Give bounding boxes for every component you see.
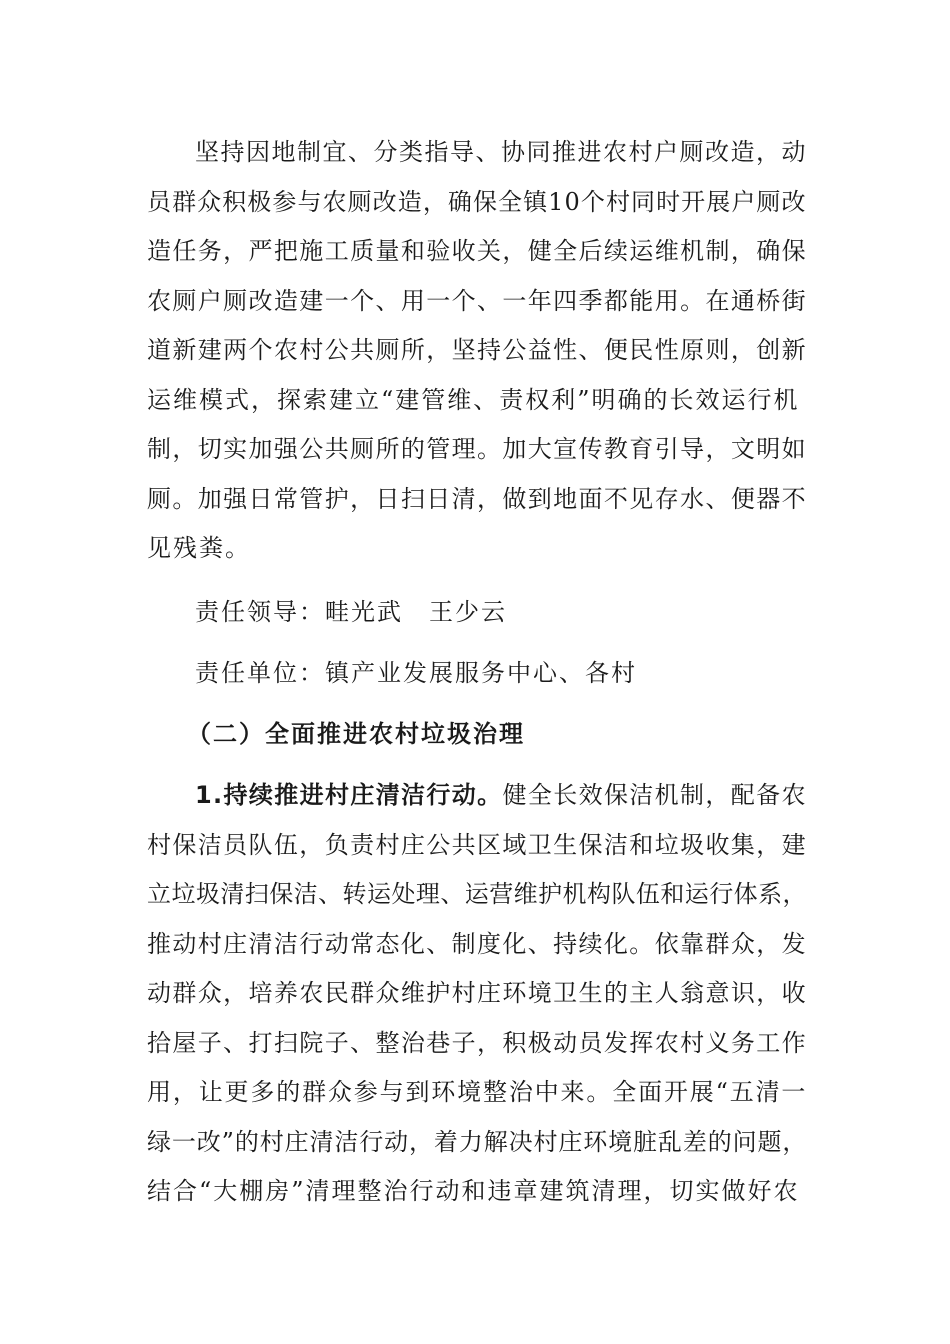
paragraph-line: 动群众，培养农民群众维护村庄环境卫生的主人翁意识，收 [147, 979, 807, 1007]
paragraph-line: 村保洁员队伍，负责村庄公共区域卫生保洁和垃圾收集，建 [147, 830, 807, 859]
paragraph-line: 绿一改”的村庄清洁行动，着力解决村庄环境脏乱差的问题， [147, 1127, 808, 1156]
paragraph-line: 运维模式，探索建立“建管维、责权利”明确的长效运行机 [147, 385, 800, 414]
paragraph-line: 农厕户厕改造建一个、用一个、一年四季都能用。在通桥街 [147, 286, 807, 315]
responsible-leader: 责任领导：畦光武 王少云 [195, 598, 507, 626]
paragraph-line: 厕。加强日常管护，日扫日清，做到地面不见存水、便器不 [147, 484, 807, 513]
paragraph-line: 坚持因地制宜、分类指导、协同推进农村户厕改造，动 [195, 138, 807, 166]
paragraph-line [147, 771, 807, 821]
paragraph-line: 推动村庄清洁行动常态化、制度化、持续化。依靠群众，发 [147, 929, 807, 958]
responsible-unit: 责任单位：镇产业发展服务中心、各村 [195, 659, 637, 687]
paragraph-line: 结合“大棚房”清理整治行动和违章建筑清理，切实做好农 [147, 1177, 800, 1205]
paragraph-line: 道新建两个农村公共厕所，坚持公益性、便民性原则，创新 [147, 336, 807, 364]
section-heading: （二）全面推进农村垃圾治理 [187, 720, 525, 748]
paragraph-toilet-renovation [147, 128, 807, 574]
paragraph-line: 见残粪。 [147, 534, 251, 562]
paragraph-line: 用，让更多的群众参与到环境整治中来。全面开展“五清一 [147, 1078, 808, 1106]
paragraph-line: 制，切实加强公共厕所的管理。加大宣传教育引导，文明如 [147, 435, 807, 463]
paragraph-line: 立垃圾清扫保洁、转运处理、运营维护机构队伍和运行体系， [147, 880, 807, 908]
paragraph-line: 造任务，严把施工质量和验收关，健全后续运维机制，确保 [147, 237, 807, 265]
paragraph-line: 员群众积极参与农厕改造，确保全镇10个村同时开展户厕改 [147, 187, 807, 216]
paragraph-lead-title: 1.持续推进村庄清洁行动。 [195, 781, 503, 809]
paragraph-village-cleaning [147, 771, 807, 1217]
paragraph-line: 拾屋子、打扫院子、整治巷子，积极动员发挥农村义务工作 [147, 1028, 807, 1057]
paragraph-lead-text: 健全长效保洁机制，配备农 [502, 781, 807, 809]
